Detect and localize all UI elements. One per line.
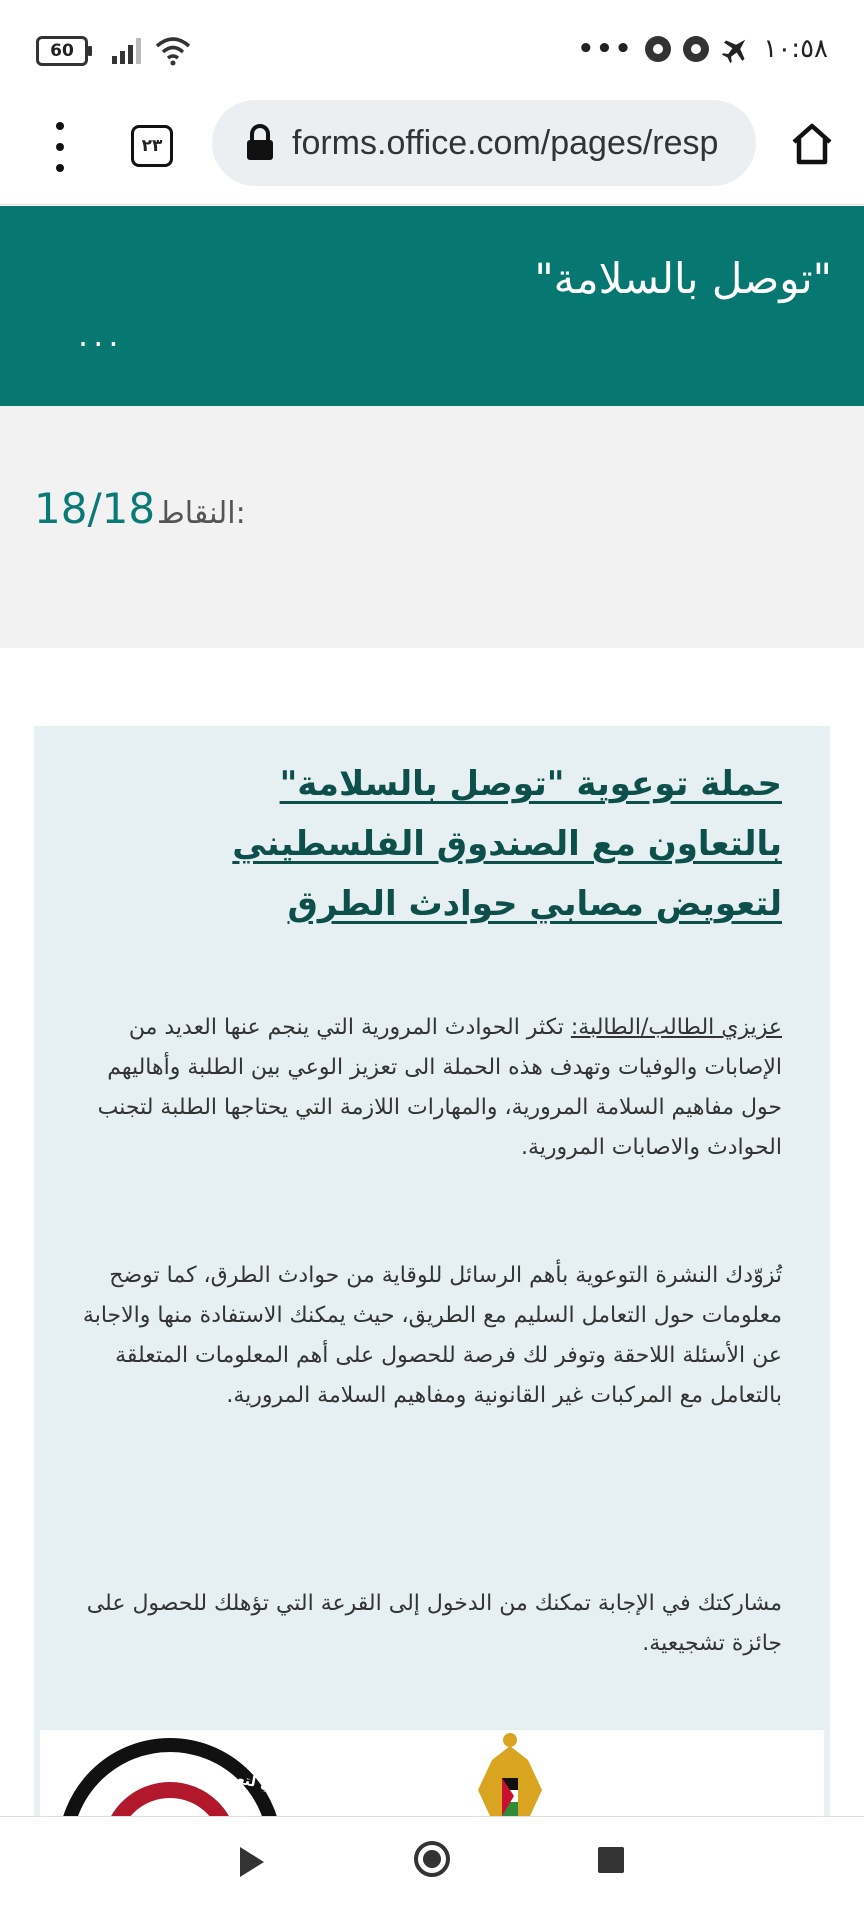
card-heading: حملة توعوية "توصل بالسلامة" بالتعاون مع الصندوق الفلسطيني لتعويض مصابي حوادث الطرق xyxy=(232,764,782,924)
score-label: النقاط: xyxy=(157,496,246,531)
airplane-mode-icon xyxy=(721,34,751,64)
clock: ١٠:٥٨ xyxy=(763,34,828,64)
lock-icon xyxy=(242,123,278,163)
wifi-icon xyxy=(155,36,191,66)
status-bar xyxy=(0,0,864,100)
palestine-eagle-emblem xyxy=(470,1730,550,1816)
status-right xyxy=(578,34,828,64)
home-icon[interactable] xyxy=(788,120,836,168)
battery-icon xyxy=(36,36,88,66)
url-text: forms.office.com/pages/resp xyxy=(292,123,719,162)
form-description-card xyxy=(34,726,830,1816)
logos-image xyxy=(40,1730,824,1816)
browser-toolbar xyxy=(0,100,864,205)
back-icon[interactable] xyxy=(240,1847,264,1877)
recents-icon[interactable] xyxy=(598,1847,624,1873)
system-navigation-bar xyxy=(0,1816,864,1921)
form-header-banner xyxy=(0,206,864,406)
chrome-notification-icon xyxy=(645,36,671,62)
form-title: "توصل بالسلامة" xyxy=(534,254,832,303)
intro-paragraph xyxy=(82,1008,782,1168)
signal-icon xyxy=(112,38,141,64)
prize-paragraph: مشاركتك في الإجابة تمكنك من الدخول إلى القرعة التي تؤهلك للحصول على جائزة تشجيعية. xyxy=(86,1591,782,1656)
intro-lead: عزيزي الطالب/الطالبة: xyxy=(570,1015,782,1040)
menu-kebab-icon[interactable] xyxy=(52,122,68,172)
tab-switcher-button[interactable] xyxy=(131,125,173,167)
address-bar[interactable] xyxy=(212,100,756,186)
status-left xyxy=(36,36,191,66)
battery-level: 60 xyxy=(50,41,74,61)
compensation-fund-logo xyxy=(58,1738,330,1816)
score-section xyxy=(0,406,864,648)
score-display xyxy=(34,484,246,533)
intro-body: تكثر الحوادث المرورية التي ينجم عنها العديد من الإصابات والوفيات وتهدف هذه الحملة الى تعزيز الوعي بين الطلبة وأهاليهم حول مفاهيم السلامة المرورية، والمهارات اللازمة التي يحتاجها الطلبة لتجنب الحوادث والاصابات المرورية. xyxy=(97,1015,782,1160)
home-button-icon[interactable] xyxy=(414,1841,450,1877)
score-value: 18/18 xyxy=(34,484,156,533)
logo-text: فلسطيني لتعويض مصابي xyxy=(151,1756,330,1804)
chrome-notification-icon-2 xyxy=(683,36,709,62)
more-options-icon[interactable]: ... xyxy=(78,316,124,354)
leaflet-paragraph: تُزوّدك النشرة التوعوية بأهم الرسائل للوقاية من حوادث الطرق، كما توضح معلومات حول التعامل السليم مع الطريق، حيث يمكنك الاستفادة منها والاجابة عن الأسئلة اللاحقة وتوفر لك فرصة للحصول على أهم المعلومات المتعلقة بالتعامل مع المركبات غير القانونية ومفاهيم السلامة المرورية. xyxy=(82,1263,782,1408)
more-notifications-icon: ••• xyxy=(577,34,634,64)
tab-count: ٢٣ xyxy=(141,136,163,156)
